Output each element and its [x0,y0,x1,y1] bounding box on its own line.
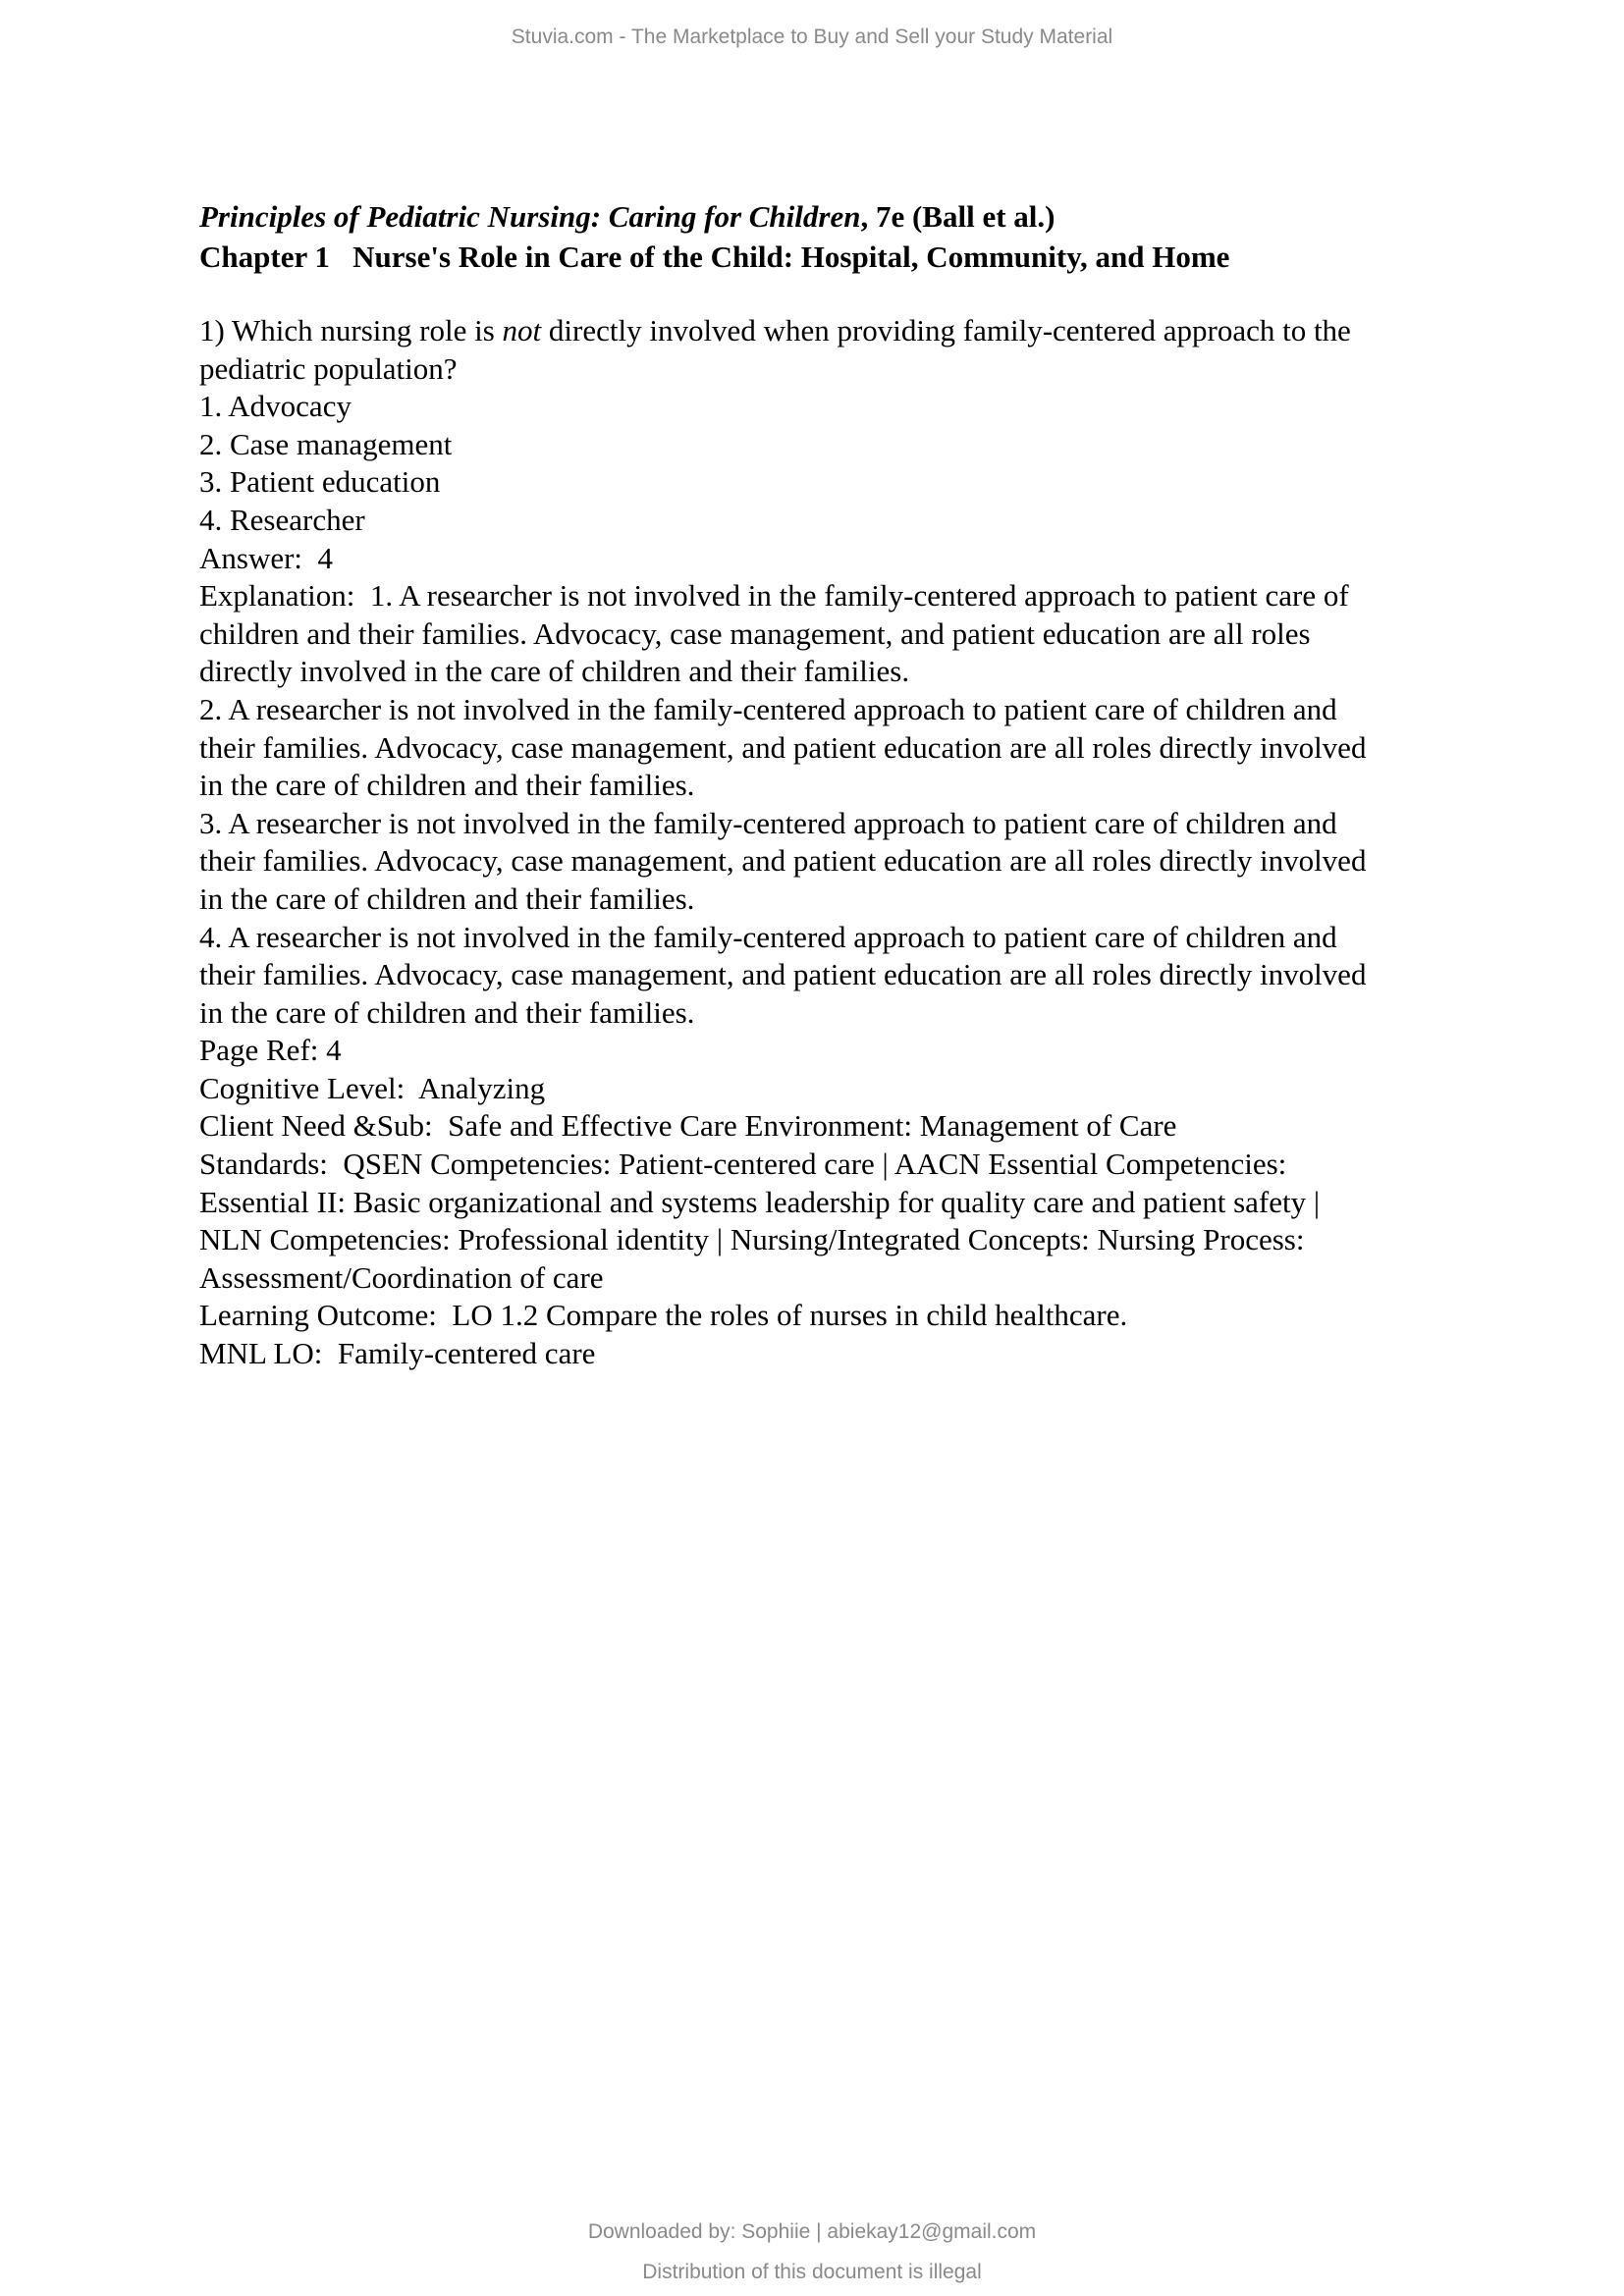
content-line: children and their families. Advocacy, case management, and patient education are all roles [199,615,1311,651]
content-line: 2. A researcher is not involved in the family-centered approach to patient care of children and [199,691,1337,726]
content-line: NLN Competencies: Professional identity | Nursing/Integrated Concepts: Nursing Process: [199,1222,1305,1257]
content-line: Standards: QSEN Competencies: Patient-centered care | AACN Essential Competencies: [199,1147,1287,1182]
content-line: Learning Outcome: LO 1.2 Compare the roles of nurses in child healthcare. [199,1298,1128,1333]
chapter-title: Chapter 1 Nurse's Role in Care of the Child: Hospital, Community, and Home [199,240,1230,274]
content-lines [199,388,1366,1372]
book-title-italic: Principles of Pediatric Nursing: Caring for Children [199,199,861,234]
content-line: their families. Advocacy, case management, and patient education are all roles directly involved [199,957,1367,992]
content-line: Client Need &Sub: Safe and Effective Care Environment: Management of Care [199,1108,1177,1144]
content-line: 1. Advocacy [199,389,352,424]
content-line: in the care of children and their families. [199,768,695,803]
content-line: in the care of children and their families. [199,994,695,1030]
content-line: Answer: 4 [199,540,334,575]
content-line: their families. Advocacy, case management, and patient education are all roles directly involved [199,843,1367,879]
content-line: directly involved in the care of children and their families. [199,654,910,689]
content-line: 3. Patient education [199,464,441,500]
content-line: Cognitive Level: Analyzing [199,1070,546,1105]
content-line: Explanation: 1. A researcher is not involved in the family-centered approach to patient care of [199,578,1349,614]
question-emphasis: not [502,313,542,347]
content-line: in the care of children and their families. [199,881,695,916]
footer-downloaded: Downloaded by: Sophiie | abiekay12@gmail.com [587,2220,1037,2243]
content-line: MNL LO: Family-centered care [199,1336,596,1371]
question-body [199,312,1366,1373]
question-text: directly involved when providing family-centered approach to the [541,313,1351,347]
book-title-edition: , 7e (Ball et al.) [860,199,1056,234]
question-stem-line2: pediatric population? [199,350,458,386]
question-stem [199,312,1366,350]
watermark-header: Stuvia.com - The Marketplace to Buy and Sell your Study Material [511,26,1113,48]
content-line: Page Ref: 4 [199,1033,342,1068]
content-line: 4. A researcher is not involved in the family-centered approach to patient care of children and [199,919,1337,954]
content-line: 4. Researcher [199,502,365,537]
content-line: 3. A researcher is not involved in the family-centered approach to patient care of children and [199,805,1337,840]
question-text: 1) Which nursing role is [199,313,503,347]
content-line: Essential II: Basic organizational and systems leadership for quality care and patient safety | [199,1184,1321,1219]
footer-distribution: Distribution of this document is illegal [642,2261,982,2283]
book-title [199,198,1055,236]
content-line: their families. Advocacy, case management, and patient education are all roles directly involved [199,729,1367,765]
content-line: 2. Case management [199,426,453,461]
content-line: Assessment/Coordination of care [199,1259,604,1295]
